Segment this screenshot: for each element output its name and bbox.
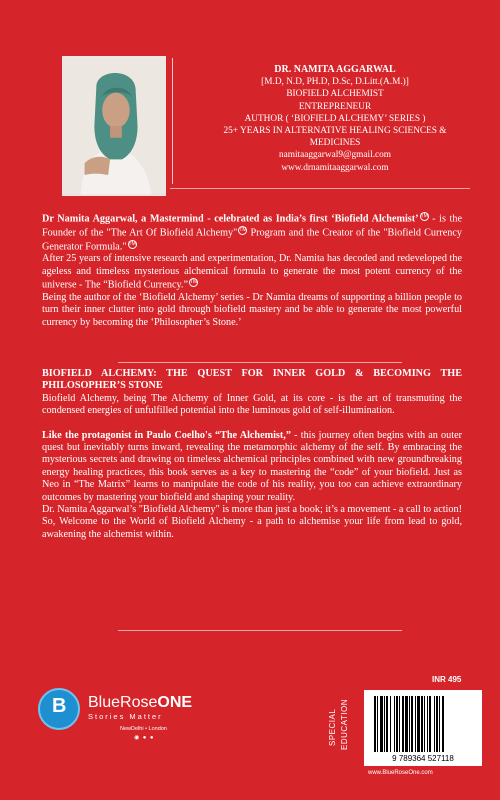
bio-divider bbox=[118, 362, 402, 363]
barcode-bar bbox=[405, 696, 408, 752]
header-divider bbox=[170, 188, 470, 189]
author-title-1: BIOFIELD ALCHEMIST bbox=[286, 89, 384, 100]
barcode-bar bbox=[439, 696, 440, 752]
barcode-bar bbox=[394, 696, 395, 752]
author-email[interactable]: namitaaggarwal9@gmail.com bbox=[278, 150, 392, 161]
author-title-3: AUTHOR ( ‘BIOFIELD ALCHEMY’ SERIES ) bbox=[244, 113, 426, 124]
section-heading: BIOFIELD ALCHEMY: THE QUEST FOR INNER GOLD & BECOMING THE PHILOSOPHER’S STONE bbox=[42, 368, 462, 392]
publisher-cities: NewDelhi • London bbox=[120, 726, 167, 732]
barcode-bar bbox=[377, 696, 378, 752]
author-experience: 25+ YEARS IN ALTERNATIVE HEALING SCIENCES & bbox=[223, 126, 447, 137]
author-experience-2: MEDICINES bbox=[309, 138, 361, 149]
bio-intro-bold: Dr Namita Aggarwal, a Mastermind - celebrated as India’s first ‘Biofield Alchemist’ bbox=[42, 213, 419, 225]
category-label bbox=[320, 680, 360, 750]
book-description bbox=[42, 368, 462, 541]
barcode-bar bbox=[424, 696, 425, 752]
barcode-bar bbox=[436, 696, 438, 752]
publisher-logo bbox=[38, 686, 218, 746]
author-title-2: ENTREPRENEUR bbox=[298, 101, 372, 112]
barcode-bar bbox=[380, 696, 383, 752]
barcode-bar bbox=[390, 696, 391, 752]
trademark-icon: TM bbox=[128, 240, 136, 247]
bio-research-text: After 25 years of intensive research and experimentation, Dr. Namita has decoded and redeveloped the ageless and timeless mysterious alchemical formula to generate the most potent currency of the universe - The “Biofield Currency.” bbox=[42, 253, 462, 291]
barcode-bar bbox=[415, 696, 416, 752]
barcode-bar bbox=[402, 696, 404, 752]
author-bio bbox=[42, 212, 462, 329]
bio-intro-rest-1: - is the Founder of the "The Art Of Biofield Alchemy" bbox=[42, 213, 462, 239]
publisher-name-main: BlueRose bbox=[88, 694, 158, 711]
publisher-tagline: Stories Matter bbox=[88, 712, 163, 721]
barcode-bar bbox=[442, 696, 444, 752]
barcode-bar bbox=[384, 696, 385, 752]
author-info bbox=[176, 64, 494, 174]
publisher-url[interactable]: www.BlueRoseOne.com bbox=[368, 770, 433, 776]
bio-paragraph-2 bbox=[42, 253, 462, 292]
barcode-bar bbox=[434, 696, 435, 752]
section-paragraph-2-text: - this journey often begins with an outer quest but inevitably turns inward, revealing the metamorphic alchemy of the self. By embracing the mysterious secrets and drawing on timeless alchemical principles combined with new groundbreaking energy healing practices, this book serves as a key to mastering the “code” of your biofield. Just as Neo in “The Matrix” learns to manipulate the code of his reality, you too can achieve extraordinary outcomes by mastering your biofield and shaping your reality. bbox=[42, 429, 462, 503]
barcode-bar bbox=[411, 696, 413, 752]
author-divider bbox=[172, 58, 173, 184]
trademark-icon: TM bbox=[420, 213, 428, 219]
bio-paragraph-3: Being the author of the ‘Biofield Alchemy’ series - Dr Namita dreams of supporting a billion people to turn their inner clutter into gold through biofield mastery and be able to generate the most powerful currency by becoming the ‘Philosopher’s Stone.’ bbox=[42, 292, 462, 328]
trademark-icon: TM bbox=[239, 226, 247, 233]
author-photo bbox=[62, 56, 166, 196]
bio-paragraph-1 bbox=[42, 212, 462, 253]
barcode-bar bbox=[421, 696, 423, 752]
barcode-icon bbox=[364, 690, 482, 766]
section-intro: Biofield Alchemy, being The Alchemy of Inner Gold, at its core - is the art of transmuting the condensed energies of unfulfilled potential into the luminous gold of self-illumination. bbox=[42, 392, 462, 417]
section-paragraph-2 bbox=[42, 430, 462, 504]
trademark-icon: TM bbox=[189, 279, 198, 286]
isbn-barcode bbox=[364, 690, 482, 766]
isbn-number: 9 789364 527118 bbox=[392, 754, 454, 763]
category-line-1: SPECIAL bbox=[328, 708, 337, 746]
section-paragraph-4: So, Welcome to the World of Biofield Alchemy - a path to alchemise your life from lead to gold, awakening the alchemist within. bbox=[42, 516, 462, 540]
author-website[interactable]: www.drnamitaaggarwal.com bbox=[281, 162, 389, 173]
alchemist-reference: Like the protagonist in Paulo Coelho's “The Alchemist,” bbox=[42, 429, 291, 441]
barcode-bar bbox=[409, 696, 410, 752]
author-degrees: [M.D, N.D, PH.D, D.Sc, D.Litt.(A.M.)] bbox=[261, 77, 409, 88]
barcode-bar bbox=[429, 696, 431, 752]
barcode-bar bbox=[399, 696, 400, 752]
author-portrait-image bbox=[63, 57, 165, 195]
price-label: INR 495 bbox=[432, 675, 462, 684]
barcode-bar bbox=[374, 696, 376, 752]
publisher-name-one: ONE bbox=[157, 694, 193, 711]
barcode-bar bbox=[417, 696, 420, 752]
logo-letter: B bbox=[52, 695, 67, 717]
social-icons: ◉ ● ● bbox=[134, 735, 155, 741]
barcode-bar bbox=[396, 696, 398, 752]
bio-intro-rest-2: Program and the Creator of the "Biofield Currency Generator Formula." bbox=[42, 227, 463, 252]
barcode-bar bbox=[386, 696, 388, 752]
barcode-bar bbox=[427, 696, 428, 752]
publisher-name bbox=[88, 694, 192, 712]
category-line-2: EDUCATION bbox=[340, 698, 349, 750]
author-name: DR. NAMITA AGGARWAL bbox=[274, 64, 396, 75]
description-divider bbox=[118, 630, 402, 631]
section-paragraph-3: Dr. Namita Aggarwal’s "Biofield Alchemy" is more than just a book; it’s a movement - a call to action! bbox=[42, 504, 462, 516]
